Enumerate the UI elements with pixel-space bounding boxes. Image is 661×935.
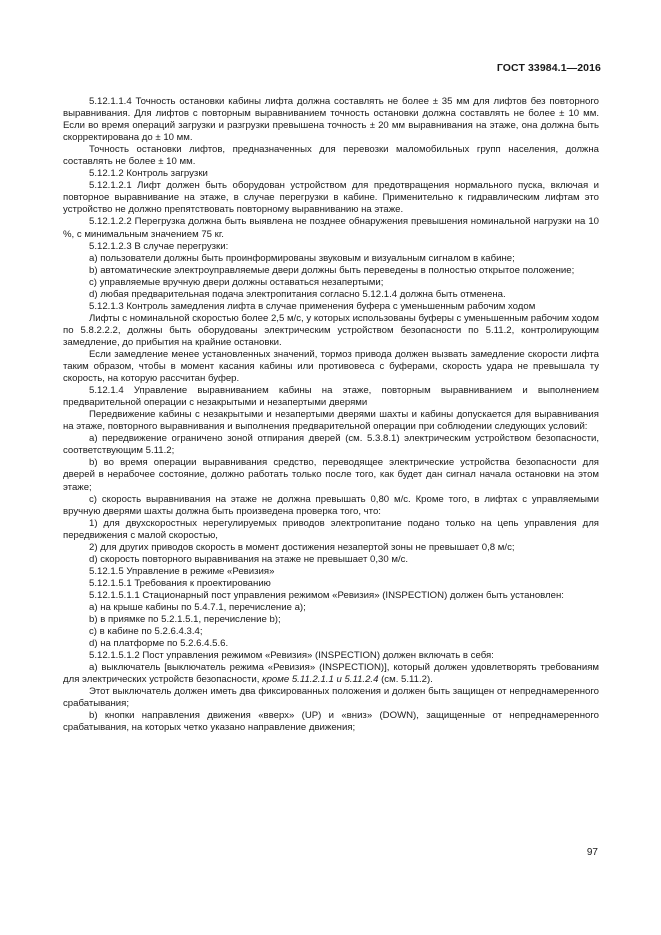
list-item: b) в приямке по 5.2.1.5.1, перечисление b); [89,614,281,626]
list-item: a) передвижение ограничено зоной отпирания дверей (см. 5.3.8.1) электрическим устройством безопасности, соответствующим 5.11.2; [63,433,599,457]
paragraph: Если замедление менее установленных значений, тормоз привода должен вызвать замедление скорости лифта таким образом, чтобы в момент касания кабины или противовеса с буферами, скорость удара не превышала ту скорость, на которую рассчитан буфер. [63,348,599,385]
list-item: 1) для двухскоростных нерегулируемых приводов электропитание подано только на цепь управления для передвижения с малой скоростью, [63,517,599,541]
paragraph: 5.12.1.1.4 Точность остановки кабины лифта должна составлять не более ± 35 мм для лифтов без повторного выравнивания. Для лифтов с повторным выравниванием точность остановки должна составлять не более ± 10 мм. Если во время операций загрузки и разгрузки превышена точность ± 20 мм выравнивания на этаже, она должна быть скорректирована до ± 10 мм. [63,96,599,144]
paragraph: 5.12.1.5.1.1 Стационарный пост управления режимом «Ревизия» (INSPECTION) должен быть установлен: [89,589,564,601]
standard-header: ГОСТ 33984.1—2016 [496,62,601,74]
list-item: b) кнопки направления движения «вверх» (UP) и «вниз» (DOWN), защищенные от непреднамеренного срабатывания, на которых четко указано направление движения; [63,710,599,734]
list-item [63,662,599,686]
list-item: d) на платформе по 5.2.6.4.5.6. [89,638,229,650]
list-item: b) во время операции выравнивания средство, переводящее электрические устройства безопасности для дверей в нерабочее состояние, должно работать только после того, как будет дан сигнал начала остановки на этом этаже; [63,457,599,493]
paragraph: Передвижение кабины с незакрытыми и незапертыми дверями шахты и кабины допускается для выравнивания на этаже, повторного выравнивания и выполнения предварительной операции при соблюдении следующих условий: [63,409,599,433]
paragraph: Точность остановки лифтов, предназначенных для перевозки маломобильных групп населения, должна составлять не более ± 10 мм. [63,144,599,168]
list-item: a) на крыше кабины по 5.4.7.1, перечисление а); [89,601,306,613]
paragraph: Этот выключатель должен иметь два фиксированных положения и должен быть защищен от непреднамеренного срабатывания; [63,686,599,710]
list-item: b) автоматические электроуправляемые двери должны быть переведены в полностью открытое положение; [89,264,575,276]
list-item: c) скорость выравнивания на этаже не должна превышать 0,80 м/с. Кроме того, в лифтах с управляемыми вручную дверями шахты должна быть произведена проверка того, что: [63,493,599,517]
paragraph: 5.12.1.2.3 В случае перегрузки: [89,240,229,252]
section-heading: 5.12.1.4 Управление выравниванием кабины на этаже, повторным выравниванием и выполнением предварительной операции с незакрытыми и незапертыми дверями [63,385,599,409]
paragraph: 5.12.1.2.2 Перегрузка должна быть выявлена не позднее обнаружения превышения номинальной нагрузки на 10 %, с минимальным значением 75 кг. [63,216,599,240]
paragraph: Лифты с номинальной скоростью более 2,5 м/с, у которых использованы буферы с уменьшенным рабочим ходом по 5.8.2.2.2, должны быть оборудованы электрическим устройством безопасности по 5.11.2, контролирующим замедление, до прибытия на крайние остановки. [63,312,599,348]
list-item: c) управляемые вручную двери должны оставаться незапертыми; [89,276,384,288]
list-item: 2) для других приводов скорость в момент достижения незапертой зоны не превышает 0,8 м/с; [89,541,515,553]
text-run: (см. 5.11.2). [378,674,433,686]
paragraph: 5.12.1.2.1 Лифт должен быть оборудован устройством для предотвращения нормального пуска, включая и повторное выравнивание на этаже, в случае перегрузки в кабине. Применительно к гидравлическим лифтам это устройство не должно препятствовать повторному выравниванию на этаже. [63,180,599,216]
list-item: a) пользователи должны быть проинформированы звуковым и визуальным сигналом в кабине; [89,252,515,264]
section-heading: 5.12.1.2 Контроль загрузки [89,168,208,180]
page-number: 97 [586,847,598,858]
section-heading: 5.12.1.3 Контроль замедления лифта в случае применения буфера с уменьшенным рабочим ходом [89,300,536,312]
text-run: a) выключатель [выключатель режима «Ревизия» (INSPECTION)], который должен удовлетворять требованиям для электрических устройств безопасности, [63,662,599,686]
section-heading: 5.12.1.5 Управление в режиме «Ревизия» [89,565,275,577]
italic-text-run: кроме 5.11.2.1.1 и 5.11.2.4 [262,674,379,686]
list-item: d) любая предварительная подача электропитания согласно 5.12.1.4 должна быть отменена. [89,288,506,300]
list-item: d) скорость повторного выравнивания на этаже не превышает 0,30 м/с. [89,553,409,565]
document-body [63,96,599,734]
list-item: c) в кабине по 5.2.6.4.3.4; [89,626,203,638]
section-heading: 5.12.1.5.1 Требования к проектированию [89,577,271,589]
paragraph: 5.12.1.5.1.2 Пост управления режимом «Ревизия» (INSPECTION) должен включать в себя: [89,650,494,662]
